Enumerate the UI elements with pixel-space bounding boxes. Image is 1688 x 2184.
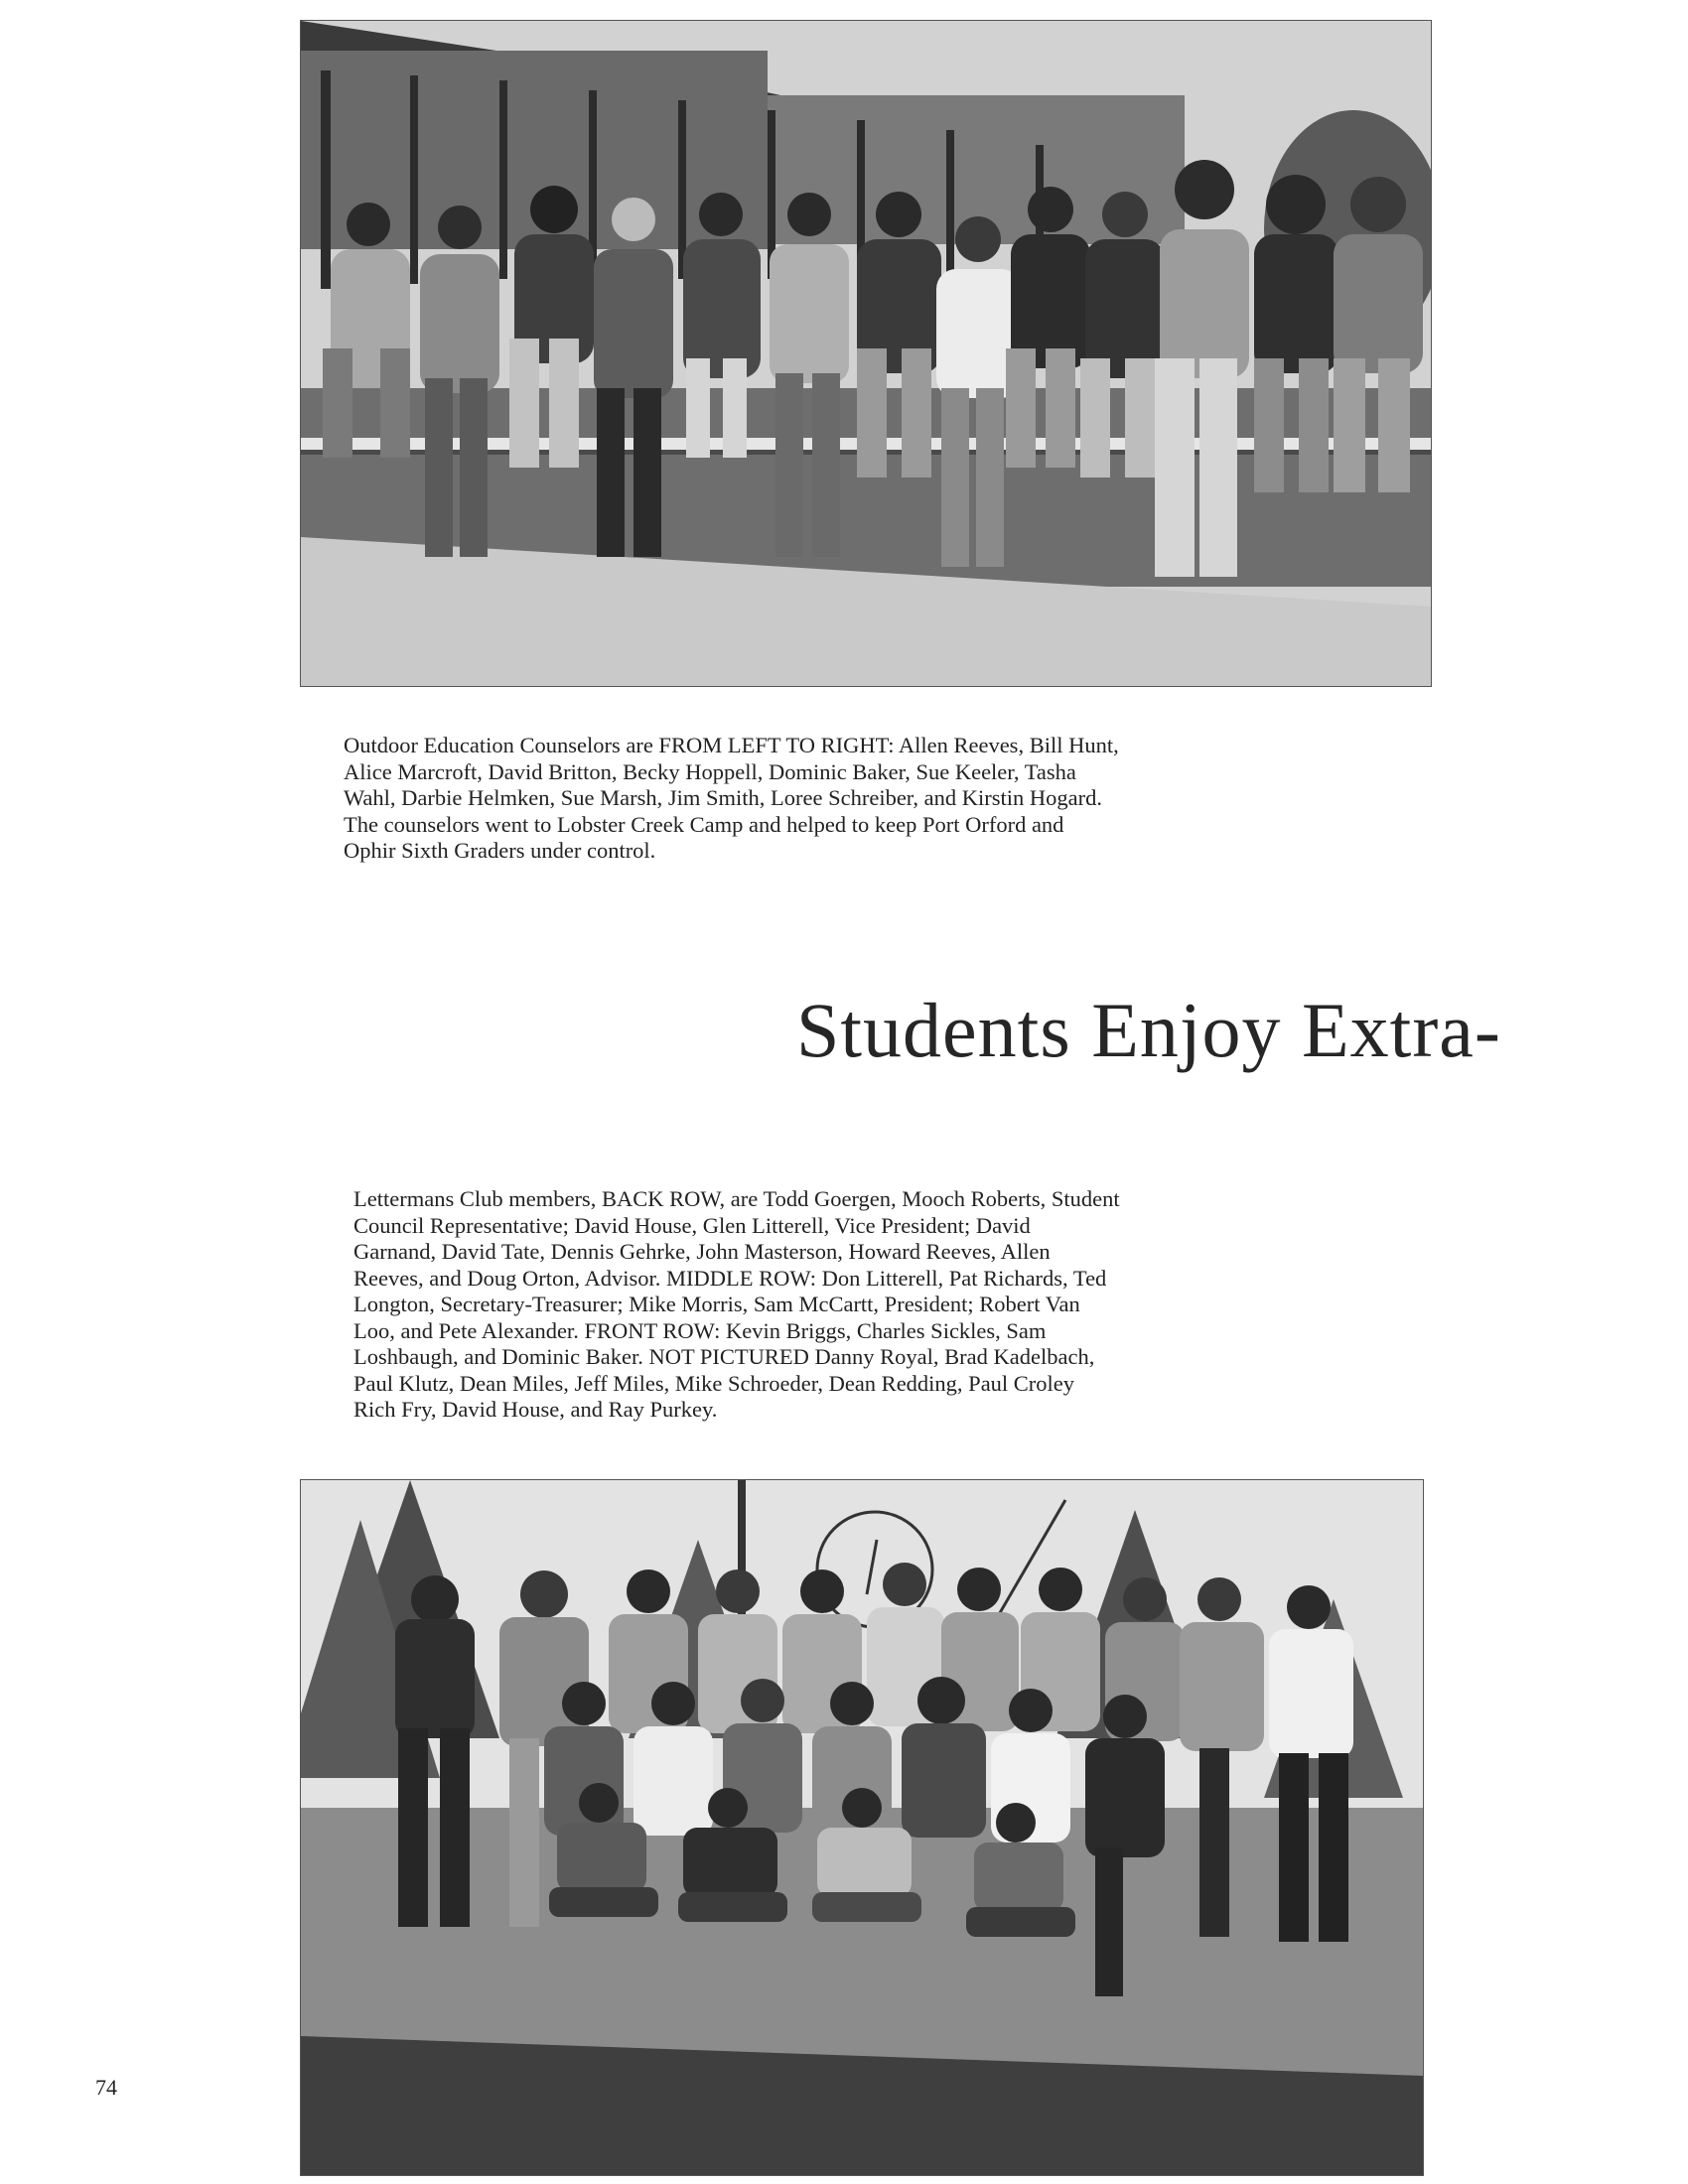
counselors-caption: Outdoor Education Counselors are FROM LEFT TO RIGHT: Allen Reeves, Bill Hunt, Alice Marcroft, David Britton, Becky Hoppell, Dominic Baker, Sue Keeler, Tasha Wahl, Darbie Helmken, Sue Marsh, Jim Smith, Loree Schreiber, and Kirstin Hogard. The counselors went to Lobster Creek Camp and helped to keep Port Orford and Ophir Sixth Graders under control. — [344, 733, 1119, 863]
lettermans-club-photo — [300, 1479, 1424, 2176]
page-number: 74 — [95, 2075, 117, 2100]
lettermans-caption: Lettermans Club members, BACK ROW, are Todd Goergen, Mooch Roberts, Student Council Representative; David House, Glen Litterell, Vice President; David Garnand, David Tate, Dennis Gehrke, John Masterson, Howard Reeves, Allen Reeves, and Doug Orton, Advisor. MIDDLE ROW: Don Litterell, Pat Richards, Ted Longton, Secretary-Treasurer; Mike Morris, Sam McCartt, President; Robert Van Loo, and Pete Alexander. FRONT ROW: Kevin Briggs, Charles Sickles, Sam Loshbaugh, and Dominic Baker. NOT PICTURED Danny Royal, Brad Kadelbach, Paul Klutz, Dean Miles, Jeff Miles, Mike Schroeder, Dean Redding, Paul Croley Rich Fry, David House, and Ray Purkey. — [353, 1186, 1120, 1422]
counselors-photo-graphic — [301, 21, 1431, 686]
section-heading: Students Enjoy Extra- — [796, 987, 1501, 1073]
counselors-photo — [300, 20, 1432, 687]
lettermans-club-photo-graphic — [301, 1480, 1423, 2175]
